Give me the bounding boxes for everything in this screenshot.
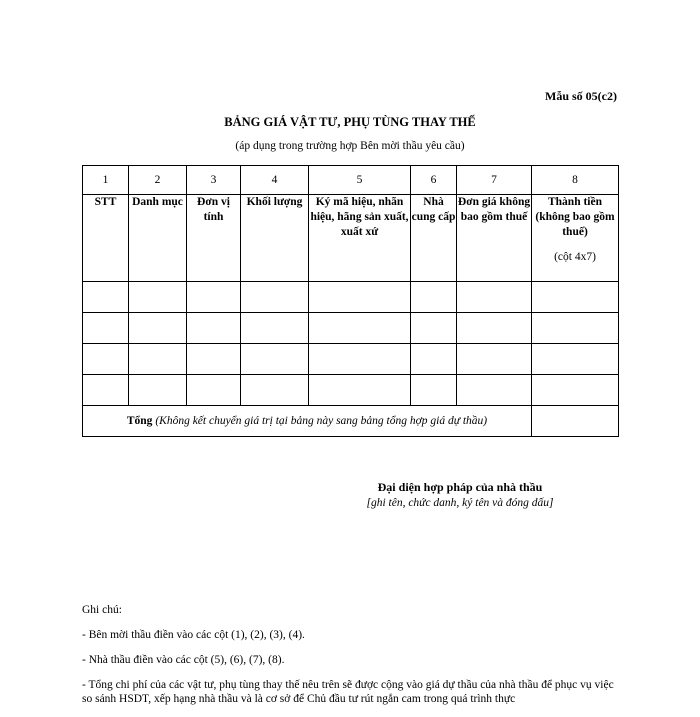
column-number: 2 [129,166,187,195]
table-cell[interactable] [187,313,241,344]
table-cell[interactable] [241,282,309,313]
price-table [82,165,619,437]
column-number: 7 [457,166,532,195]
table-cell[interactable] [241,375,309,406]
table-cell[interactable] [129,282,187,313]
table-cell[interactable] [411,313,457,344]
table-cell[interactable] [411,344,457,375]
table-cell[interactable] [187,375,241,406]
column-number: 3 [187,166,241,195]
column-header-unit: Đơn vị tính [187,195,241,282]
table-row [83,282,619,313]
total-row [83,406,619,437]
column-header-quantity: Khối lượng [241,195,309,282]
table-cell[interactable] [532,282,619,313]
table-cell[interactable] [457,375,532,406]
table-cell[interactable] [532,344,619,375]
column-number: 6 [411,166,457,195]
table-cell[interactable] [411,375,457,406]
column-number-row [83,166,619,195]
column-header-unit-price: Đơn giá không bao gồm thuế [457,195,532,282]
page-title: BẢNG GIÁ VẬT TƯ, PHỤ TÙNG THAY THẾ [224,115,476,129]
table-cell[interactable] [241,344,309,375]
table-cell[interactable] [83,282,129,313]
table-cell[interactable] [309,375,411,406]
signature-title: Đại diện hợp pháp của nhà thầu [377,480,543,494]
table-row [83,375,619,406]
table-cell[interactable] [457,282,532,313]
table-cell[interactable] [129,344,187,375]
column-header-amount-label: Thành tiền (không bao gồm thuế) [535,196,615,238]
column-header-row [83,195,619,282]
table-row [83,313,619,344]
table-cell[interactable] [83,375,129,406]
column-header-category: Danh mục [129,195,187,282]
page-subtitle: (áp dụng trong trường hợp Bên mời thầu yêu cầu) [235,140,465,152]
total-label-cell [83,406,532,437]
column-8-note: (cột 4x7) [554,251,596,263]
table-cell[interactable] [309,313,411,344]
note-item: - Nhà thầu điền vào các cột (5), (6), (7), (8). [82,654,285,666]
table-cell[interactable] [129,375,187,406]
signature-block [330,480,590,509]
total-label: Tổng [126,415,153,427]
table-cell[interactable] [411,282,457,313]
column-number: 5 [309,166,411,195]
table-cell[interactable] [241,313,309,344]
table-row [83,344,619,375]
column-header-amount [532,195,619,282]
table-cell[interactable] [309,344,411,375]
total-note: (Không kết chuyển giá trị tại bảng này sang bảng tổng hợp giá dự thầu) [155,415,488,427]
note-item: - Tổng chi phí của các vật tư, phụ tùng thay thế nêu trên sẽ được cộng vào giá dự thầu của nhà thầu để phục vụ việc so sánh HSDT, xếp hạng nhà thầu và là cơ sở để Chủ đầu tư rút ngắn cam trong quá trình thực [82,679,614,705]
table-cell[interactable] [83,313,129,344]
table-cell[interactable] [532,375,619,406]
column-header-stt: STT [83,195,129,282]
table-cell[interactable] [187,344,241,375]
table-cell[interactable] [457,313,532,344]
table-cell[interactable] [532,313,619,344]
note-item: - Bên mời thầu điền vào các cột (1), (2), (3), (4). [82,629,305,641]
total-value-cell[interactable] [532,406,619,437]
column-number: 1 [83,166,129,195]
signature-note: [ghi tên, chức danh, ký tên và đóng dấu] [366,497,554,509]
notes-heading: Ghi chú: [82,604,122,616]
column-number: 8 [532,166,619,195]
table-cell[interactable] [457,344,532,375]
table-cell[interactable] [309,282,411,313]
column-header-supplier: Nhà cung cấp [411,195,457,282]
form-code: Mẫu số 05(c2) [545,89,617,103]
table-cell[interactable] [83,344,129,375]
table-cell[interactable] [187,282,241,313]
column-number: 4 [241,166,309,195]
column-header-brand: Ký mã hiệu, nhãn hiệu, hãng sản xuất, xuất xứ [309,195,411,282]
table-cell[interactable] [129,313,187,344]
